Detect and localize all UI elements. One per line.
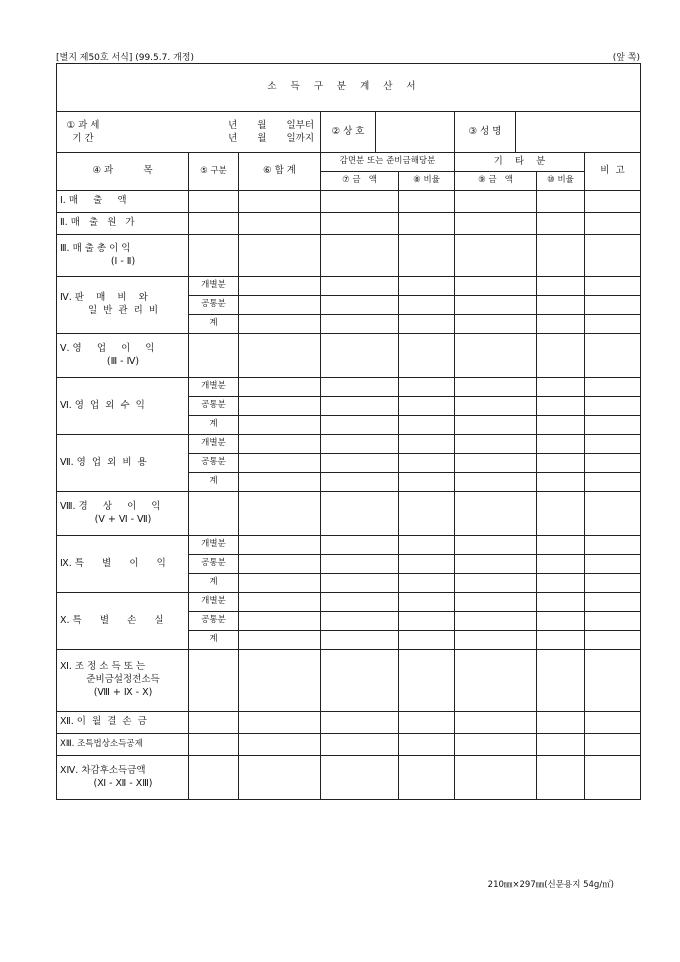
sub-individual: 개별분	[189, 593, 239, 612]
table-row	[57, 650, 641, 712]
sub-individual: 개별분	[189, 536, 239, 555]
table-row	[57, 334, 641, 378]
paper-spec-note: 210㎜×297㎜(신문용지 54g/㎡)	[487, 880, 614, 890]
form-number-label: [별지 제50호 서식] (99.5.7. 개정)	[56, 53, 194, 63]
col-category-header: ⑤ 구분	[189, 153, 239, 191]
col-other-group-header: 기 타 분	[455, 153, 585, 172]
sub-individual: 개별분	[189, 435, 239, 454]
table-row	[57, 712, 641, 734]
sub-sum: 계	[189, 416, 239, 435]
row-label-operating-profit: Ⅴ. 영 업 이 익 (Ⅲ - Ⅳ)	[57, 334, 189, 378]
year-to: 년	[228, 133, 238, 144]
col-ratio-8-header: ⑧ 비율	[399, 172, 455, 191]
tax-period-label-2: 기 간	[72, 133, 94, 144]
col-amount-7-header: ⑦ 금 액	[321, 172, 399, 191]
row-label-ordinary-profit: Ⅷ. 경 상 이 익 (Ⅴ + Ⅵ - Ⅶ)	[57, 492, 189, 536]
form-title: 소득구분계산서	[57, 64, 641, 112]
table-row	[57, 213, 641, 235]
table-row	[57, 593, 641, 612]
row-label-sga: Ⅳ. 판 매 비 와 일 반 관 리 비	[57, 277, 189, 334]
col-reduction-group-header: 감면분 또는 준비금해당분	[321, 153, 455, 172]
sub-sum: 계	[189, 631, 239, 650]
col-subject-header: ④ 과 목	[57, 153, 189, 191]
sub-common: 공통분	[189, 454, 239, 473]
row-label-non-operating-income: Ⅵ. 영 업 외 수 익	[57, 378, 189, 435]
row-label-adjusted-income: Ⅺ. 조 정 소 득 또 는 준비금설정전소득 (Ⅷ + Ⅸ - Ⅹ)	[57, 650, 189, 712]
table-row	[57, 235, 641, 277]
sub-individual: 개별분	[189, 277, 239, 296]
row-label-cost-of-sales: Ⅱ. 매 출 원 가	[57, 213, 189, 235]
month-to: 월	[257, 133, 267, 144]
year-from: 년	[228, 119, 238, 131]
sub-sum: 계	[189, 315, 239, 334]
table-row	[57, 277, 641, 296]
table-row	[57, 435, 641, 454]
row-label-net-income: ⅩⅣ. 차감후소득금액 (Ⅺ - Ⅻ - ⅩⅢ)	[57, 756, 189, 800]
page-side-label: (앞 쪽)	[612, 53, 640, 63]
form-table	[56, 63, 641, 800]
name-cell[interactable]	[455, 112, 641, 153]
day-to: 일까지	[286, 133, 314, 144]
row-label-gross-profit: Ⅲ. 매 출 총 이 익 (Ⅰ - Ⅱ)	[57, 235, 189, 277]
income-classification-form	[56, 63, 640, 800]
company-cell[interactable]	[321, 112, 455, 153]
company-label: ② 상 호	[321, 112, 376, 152]
table-row	[57, 492, 641, 536]
col-total-header: ⑥ 합 계	[239, 153, 321, 191]
row-label-extraordinary-income: Ⅸ. 특 별 이 익	[57, 536, 189, 593]
sub-individual: 개별분	[189, 378, 239, 397]
name-label: ③ 성 명	[455, 112, 516, 152]
sub-sum: 계	[189, 574, 239, 593]
tax-period-label: ① 과 세	[66, 119, 100, 131]
row-label-carried-loss: Ⅻ. 이 월 결 손 금	[57, 712, 189, 734]
table-row	[57, 734, 641, 756]
table-row	[57, 756, 641, 800]
col-remarks-header: 비 고	[585, 153, 641, 191]
sub-common: 공통분	[189, 612, 239, 631]
sub-common: 공통분	[189, 555, 239, 574]
sub-sum: 계	[189, 473, 239, 492]
month-from: 월	[257, 119, 267, 131]
tax-period-cell[interactable]	[57, 112, 321, 153]
row-label-extraordinary-loss: Ⅹ. 특 별 손 실	[57, 593, 189, 650]
row-label-special-deduction: ⅩⅢ. 조특법상소득공제	[57, 734, 189, 756]
sub-common: 공통분	[189, 397, 239, 416]
col-amount-9-header: ⑨ 금 액	[455, 172, 537, 191]
table-row	[57, 378, 641, 397]
table-row	[57, 536, 641, 555]
col-ratio-10-header: ⑩ 비율	[537, 172, 585, 191]
day-from: 일부터	[286, 119, 314, 131]
sub-common: 공통분	[189, 296, 239, 315]
row-label-non-operating-expense: Ⅶ. 영 업 외 비 용	[57, 435, 189, 492]
row-label-sales: Ⅰ. 매 출 액	[57, 191, 189, 213]
table-row	[57, 191, 641, 213]
